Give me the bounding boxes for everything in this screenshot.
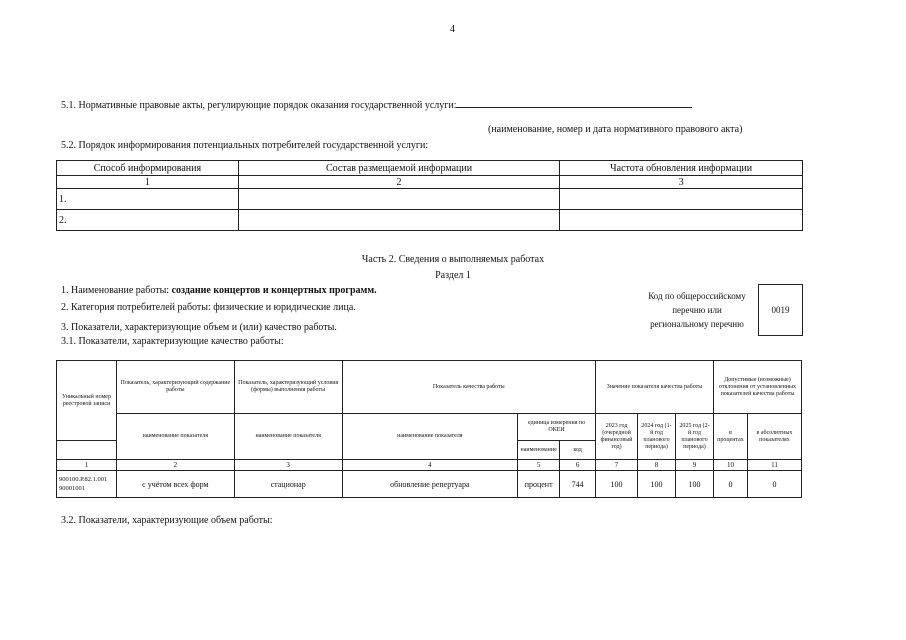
subheader-indicator-name: наименование показателя — [234, 414, 342, 460]
informing-table — [56, 160, 803, 231]
header-allowed-deviation: Допустимые (возможные) отклонения от установленных показателей качества работы — [713, 361, 801, 414]
row-content — [238, 210, 560, 231]
condition-value: стационар — [234, 471, 342, 498]
row-content — [238, 189, 560, 210]
header-method: Способ информирования — [57, 161, 239, 176]
col-number: 1 — [57, 460, 117, 471]
col-number: 3 — [234, 460, 342, 471]
work-category: 2. Категория потребителей работы: физические и юридические лица. — [61, 302, 356, 313]
registry-number: 900100.Р.82.1.001 90001001 — [57, 471, 117, 498]
normative-acts-field — [456, 97, 692, 108]
col-number: 9 — [676, 460, 714, 471]
work-indicators: 3. Показатели, характеризующие объем и (или) качество работы. — [61, 322, 337, 333]
col-number: 1 — [57, 176, 239, 189]
section-5-1 — [61, 97, 692, 112]
header-registry-number: Уникальный номер реестровой записи — [57, 361, 117, 441]
section-title: Раздел 1 — [435, 270, 471, 281]
col-number: 11 — [747, 460, 801, 471]
header-conditions-indicator: Показатель, характеризующий условия (формы) выполнения работы — [234, 361, 342, 414]
col-number: 6 — [560, 460, 596, 471]
col-number: 4 — [342, 460, 518, 471]
header-content: Состав размещаемой информации — [238, 161, 560, 176]
subheader-indicator-name: наименование показателя — [116, 414, 234, 460]
section-5-1-caption: (наименование, номер и дата нормативного правового акта) — [488, 124, 743, 135]
subheader-unit-name: наименование — [518, 441, 560, 460]
table-row — [57, 189, 803, 210]
col-number: 3 — [560, 176, 803, 189]
value-2023: 100 — [596, 471, 638, 498]
quality-indicators-label: 3.1. Показатели, характеризующие качество работы: — [61, 336, 284, 347]
col-number: 10 — [713, 460, 747, 471]
subheader-unit-code: код — [560, 441, 596, 460]
section-5-2-label: 5.2. Порядок информирования потенциальных потребителей государственной услуги: — [61, 140, 429, 151]
code-label-line: региональному перечню — [650, 319, 744, 329]
unit-name-value: процент — [518, 471, 560, 498]
subheader-deviation-absolute: в абсолютных показателях — [747, 414, 801, 460]
volume-indicators-label: 3.2. Показатели, характеризующие объем работы: — [61, 515, 273, 526]
work-name-label: 1. Наименование работы: — [61, 285, 172, 296]
header-frequency: Частота обновления информации — [560, 161, 803, 176]
unit-code-value: 744 — [560, 471, 596, 498]
subheader-year-2024: 2024 год (1-й год планового периода) — [638, 414, 676, 460]
subheader-okei-unit: единица измерения по ОКЕИ — [518, 414, 596, 441]
subheader-year-2025: 2025 год (2-й год планового периода) — [676, 414, 714, 460]
value-2024: 100 — [638, 471, 676, 498]
header-content-indicator: Показатель, характеризующий содержание работы — [116, 361, 234, 414]
table-row — [57, 210, 803, 231]
subheader-indicator-name: наименование показателя — [342, 414, 518, 460]
col-number: 2 — [116, 460, 234, 471]
deviation-absolute-value: 0 — [747, 471, 801, 498]
page-number: 4 — [450, 24, 455, 35]
quality-indicators-table — [56, 360, 802, 498]
deviation-percent-value: 0 — [713, 471, 747, 498]
row-method: 2. — [57, 210, 239, 231]
header-quality-indicator: Показатель качества работы — [342, 361, 596, 414]
code-label-line: Код по общероссийскому — [648, 291, 746, 301]
code-label — [640, 291, 754, 330]
work-name-value: создание концертов и концертных программ. — [171, 285, 377, 296]
registry-code-box: 0019 — [758, 284, 803, 336]
empty-cell — [57, 441, 117, 460]
section-5-1-label: 5.1. Нормативные правовые акты, регулирующие порядок оказания государственной услуги: — [61, 100, 457, 111]
row-method: 1. — [57, 189, 239, 210]
col-number: 5 — [518, 460, 560, 471]
row-frequency — [560, 189, 803, 210]
code-label-line: перечню или — [672, 305, 722, 315]
col-number: 8 — [638, 460, 676, 471]
table-row — [57, 471, 802, 498]
indicator-value: обновление репертуара — [342, 471, 518, 498]
part-2-title: Часть 2. Сведения о выполняемых работах — [361, 254, 545, 265]
header-quality-values: Значение показателя качества работы — [596, 361, 714, 414]
content-value: с учётом всех форм — [116, 471, 234, 498]
col-number: 7 — [596, 460, 638, 471]
work-name — [61, 285, 377, 297]
col-number: 2 — [238, 176, 560, 189]
subheader-deviation-percent: в процентах — [713, 414, 747, 460]
value-2025: 100 — [676, 471, 714, 498]
row-frequency — [560, 210, 803, 231]
subheader-year-2023: 2023 год (очередной финансовый год) — [596, 414, 638, 460]
